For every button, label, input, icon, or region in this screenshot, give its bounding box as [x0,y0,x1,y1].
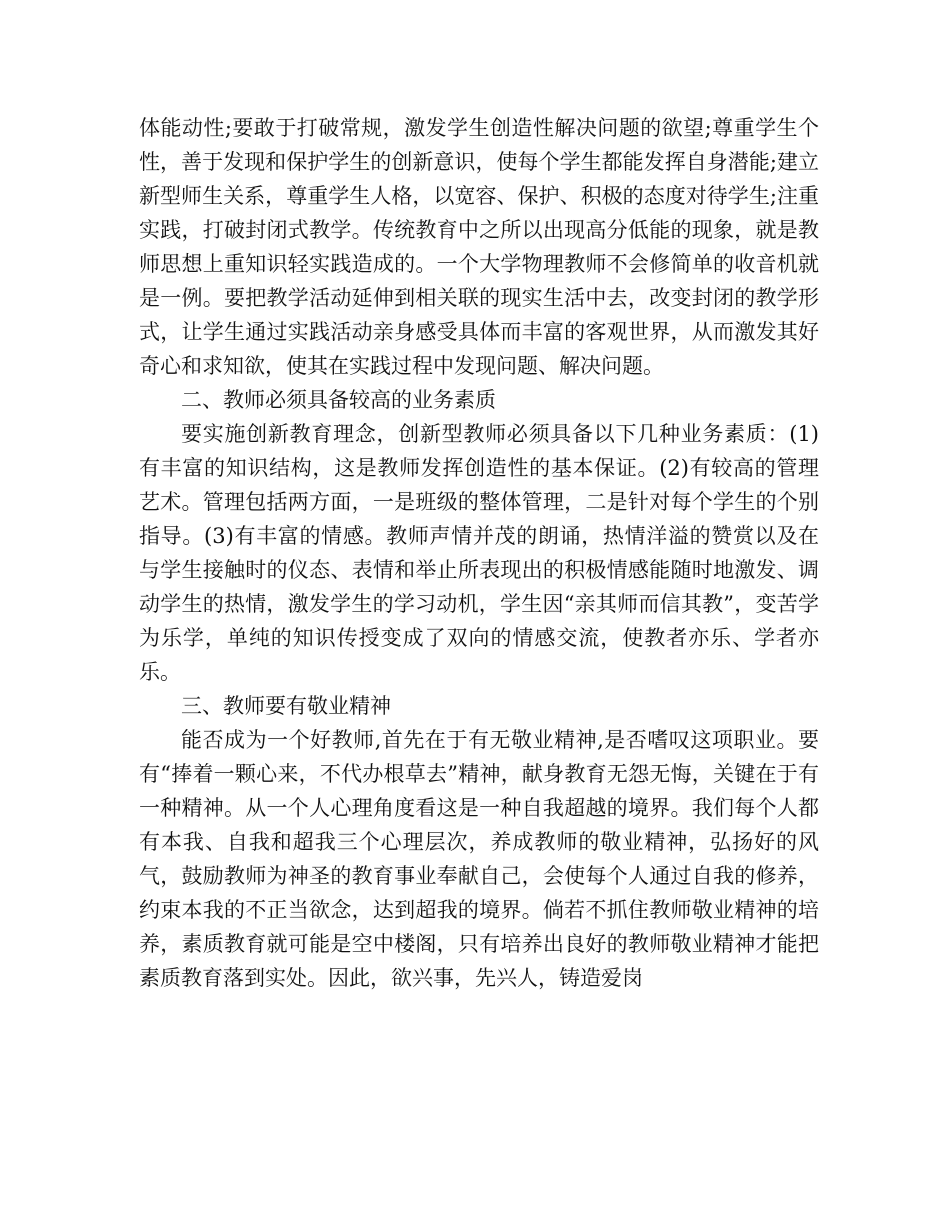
paragraph-professional-quality: 要实施创新教育理念，创新型教师必须具备以下几种业务素质：(1)有丰富的知识结构，这是教师发挥创造性的基本保证。(2)有较高的管理艺术。管理包括两方面，一是班级的整体管理，二是针对每个学生的个别指导。(3)有丰富的情感。教师声情并茂的朗诵，热情洋溢的赞赏以及在与学生接触时的仪态、表情和举止所表现出的积极情感能随时地激发、调动学生的热情，激发学生的学习动机，学生因“亲其师而信其教”，变苦学为乐学，单纯的知识传授变成了双向的情感交流，使教者亦乐、学者亦乐。 [139,422,819,684]
section-heading-3: 三、教师要有敬业精神 [181,694,391,718]
document-body [139,111,819,995]
paragraph-continued: 体能动性;要敢于打破常规，激发学生创造性解决问题的欲望;尊重学生个性，善于发现和保护学生的创新意识，使每个学生都能发挥自身潜能;建立新型师生关系，尊重学生人格，以宽容、保护、积极的态度对待学生;注重实践，打破封闭式教学。传统教育中之所以出现高分低能的现象，就是教师思想上重知识轻实践造成的。一个大学物理教师不会修简单的收音机就是一例。要把教学活动延伸到相关联的现实生活中去，改变封闭的教学形式，让学生通过实践活动亲身感受具体而丰富的客观世界，从而激发其好奇心和求知欲，使其在实践过程中发现问题、解决问题。 [139,116,819,378]
paragraph-dedication: 能否成为一个好教师,首先在于有无敬业精神,是否嗜叹这项职业。要有“捧着一颗心来，不代办根草去”精神，献身教育无怨无悔，关键在于有一种精神。从一个人心理角度看这是一种自我超越的境界。我们每个人都有本我、自我和超我三个心理层次，养成教师的敬业精神，弘扬好的风气，鼓励教师为神圣的教育事业奉献自己，会使每个人通过自我的修养，约束本我的不正当欲念，达到超我的境界。倘若不抓住教师敬业精神的培养，素质教育就可能是空中楼阁，只有培养出良好的教师敬业精神才能把素质教育落到实处。因此，欲兴事，先兴人，铸造爱岗 [139,728,819,990]
section-heading-2: 二、教师必须具备较高的业务素质 [181,388,496,412]
